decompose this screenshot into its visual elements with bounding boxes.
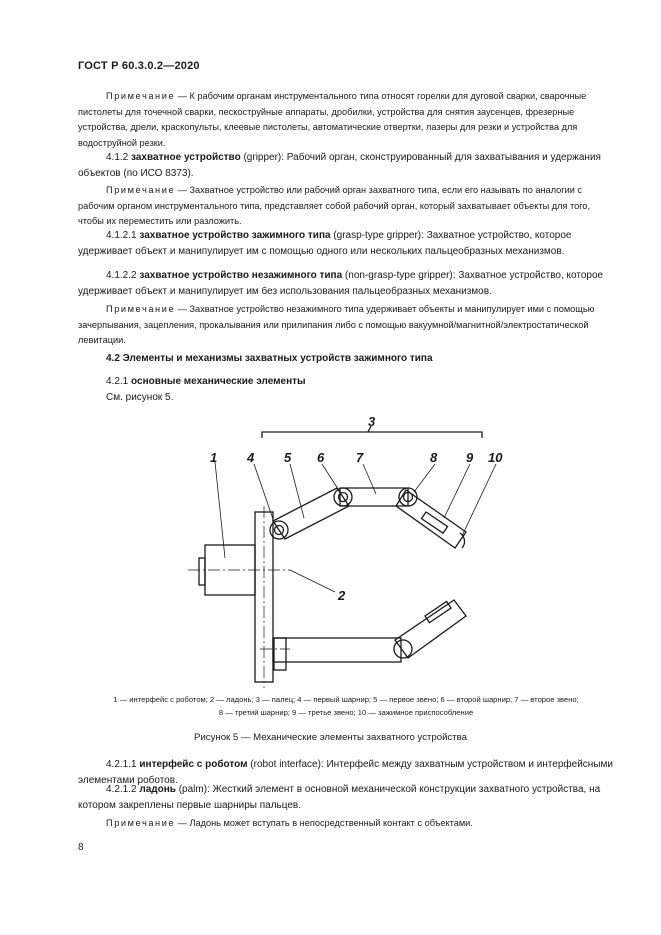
label-3: 3 [368, 414, 376, 429]
note-text: — Ладонь может вступать в непосредственный контакт с объектами. [175, 818, 473, 828]
clause-term: захватное устройство незажимного типа [139, 270, 343, 281]
section-4-2-title [78, 351, 614, 367]
label-4: 4 [247, 450, 255, 465]
clause-number: 4.1.2.2 [106, 270, 137, 281]
clause-number: 4.2.1.2 [106, 784, 137, 795]
label-6: 6 [317, 450, 325, 465]
note-text: — Захватное устройство незажимного типа удерживает объекты и манипулирует ими с помощью зачерпывания, зацепления, прокалывания или прилипания либо с помощью вакуумной/магнитной/электростатической левитации. [78, 304, 595, 346]
label-8: 8 [430, 450, 438, 465]
label-7: 7 [356, 450, 364, 465]
clause-4-2-1-2 [78, 782, 614, 814]
note-tool-types [78, 89, 614, 151]
clause-term: ладонь [139, 784, 176, 795]
page-number: 8 [78, 842, 84, 853]
note-label: Примечание [106, 185, 176, 195]
figure-reference: См. рисунок 5. [106, 391, 174, 403]
note-gripper [78, 183, 614, 230]
standard-header: ГОСТ Р 60.3.0.2—2020 [78, 60, 200, 72]
clause-number: 4.2.1 [106, 376, 129, 387]
clause-number: 4.1.2.1 [106, 230, 137, 241]
note-text: — Захватное устройство или рабочий орган захватного типа, если его называть по аналогии с рабочим органом инструментального типа, представляет собой рабочий орган, который захватывает объекты для того, чтобы их переместить или разложить. [78, 185, 591, 227]
label-2: 2 [338, 588, 346, 603]
clause-term: захватное устройство зажимного типа [139, 230, 331, 241]
clause-text: (non-grasp-type gripper): Захватное устройство, которое удерживает объект и манипулирует им без использования пальцеобразных механизмов. [78, 270, 604, 297]
legend-line-2: 8 — третий шарнир; 9 — третье звено; 10 — зажимное приспособление [218, 707, 474, 717]
clause-4-2-1 [78, 374, 614, 406]
figure-caption: Рисунок 5 — Механические элементы захватного устройства [194, 732, 467, 743]
clause-4-1-2-2 [78, 268, 614, 300]
clause-term: захватное устройство [131, 152, 241, 163]
legend-line-1: 1 — интерфейс с роботом; 2 — ладонь; 3 — палец; 4 — первый шарнир; 5 — первое звено; 6 — второй шарнир; 7 — второе звено; [113, 695, 579, 704]
clause-4-1-2 [78, 150, 614, 182]
clause-number: 4.2.1.1 [106, 759, 137, 770]
gripper-diagram [170, 408, 510, 693]
note-text: — К рабочим органам инструментального типа относят горелки для дуговой сварки, сварочные пистолеты для точечной сварки, пескоструйные аппараты, дробилки, устройства для снятия заусенцев, фрезерные устройства, дрели, краскопульты, клеевые пистолеты, автоматические отвертки, лазеры для резки и устройства для водоструйной резки. [78, 91, 587, 148]
clause-4-1-2-1 [78, 228, 614, 260]
section-title: 4.2 Элементы и механизмы захватных устройств зажимного типа [106, 353, 433, 364]
note-label: Примечание [106, 818, 176, 828]
clause-text: (robot interface): Интерфейс между захватным устройством и интерфейсными элементами роботов. [78, 759, 613, 786]
note-palm [78, 816, 614, 832]
figure-legend [76, 694, 616, 719]
clause-text: (gripper): Рабочий орган, сконструированный для захватывания и удержания объектов (по ИСО 8373). [78, 152, 601, 179]
label-1: 1 [210, 450, 218, 465]
clause-text: (grasp-type gripper): Захватное устройство, которое удерживает объект и манипулирует им с помощью одного или нескольких пальцеобразных механизмов. [78, 230, 572, 257]
note-non-grasp [78, 302, 614, 349]
note-label: Примечание [106, 304, 176, 314]
label-9: 9 [466, 450, 474, 465]
label-10: 10 [488, 450, 503, 465]
note-label: Примечание [106, 91, 176, 101]
label-5: 5 [284, 450, 292, 465]
clause-term: основные механические элементы [131, 376, 306, 387]
clause-term: интерфейс с роботом [139, 759, 248, 770]
clause-text: (palm): Жесткий элемент в основной механической конструкции захватного устройства, на котором закреплены первые шарниры пальцев. [78, 784, 601, 811]
clause-number: 4.1.2 [106, 152, 129, 163]
